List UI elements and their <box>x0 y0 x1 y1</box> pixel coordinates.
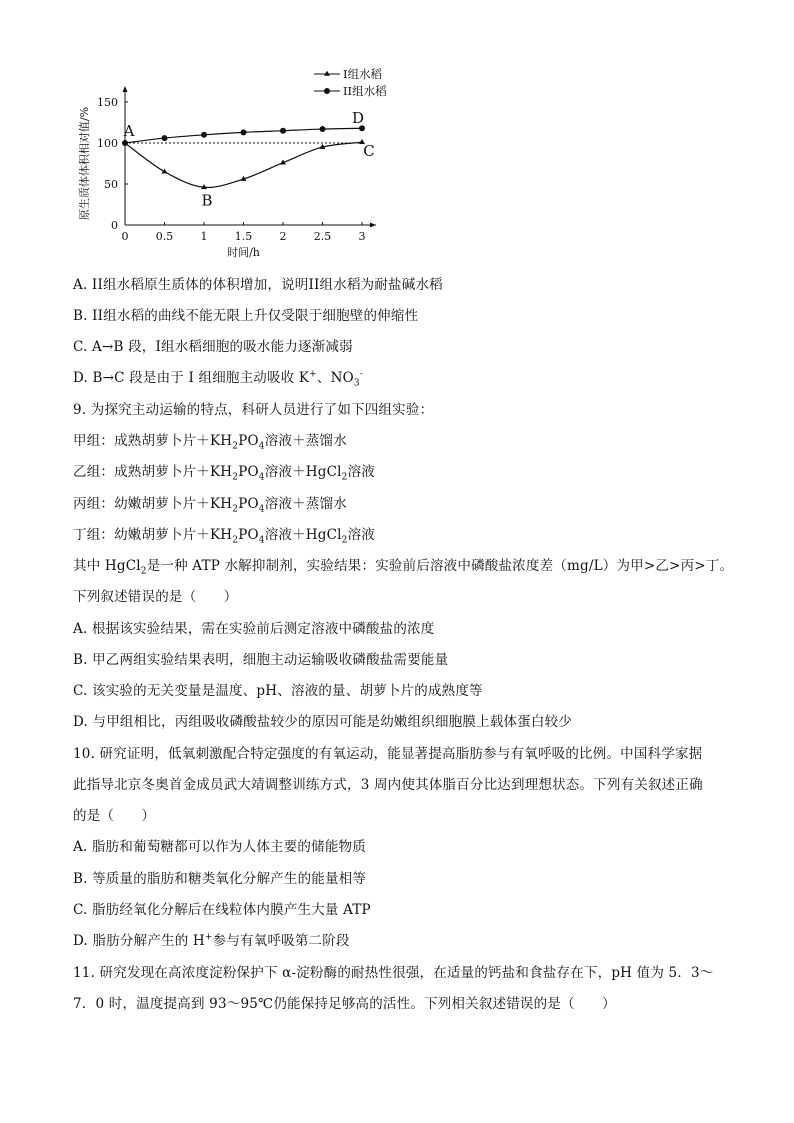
x-tick-label: 2 <box>279 230 287 243</box>
series-group2-point <box>201 132 207 138</box>
y-tick-label: 50 <box>104 178 118 191</box>
annotation-b: B <box>201 191 213 210</box>
x-axis-arrow <box>370 223 376 228</box>
x-tick-label: 2.5 <box>313 230 332 243</box>
q10-stem-line2: 此指导北京冬奥首金成员武大靖调整训练方式，3 周内使其体脂百分比达到理想状态。下列有关叙述正确 <box>73 777 703 793</box>
legend-circle-marker <box>324 88 330 94</box>
q8-option-c: C. A→B 段，I组水稻细胞的吸水能力逐渐减弱 <box>73 339 353 355</box>
q9-group-bing: 丙组：幼嫩胡萝卜片$+KH_2PO_4$溶液＋蒸馏水 <box>73 496 347 515</box>
annotation-c: C <box>363 142 375 161</box>
q8-option-a: A. II组水稻原生质体的体积增加，说明II组水稻为耐盐碱水稻 <box>73 277 443 293</box>
q9-option-c: C. 该实验的无关变量是温度、pH、溶液的量、胡萝卜片的成熟度等 <box>73 683 483 699</box>
q8-option-b: B. II组水稻的曲线不能无限上升仅受限于细胞壁的伸缩性 <box>73 308 419 324</box>
legend-triangle-marker <box>324 71 330 76</box>
y-axis-label: 原生质体体积相对值/% <box>78 106 91 221</box>
q10-option-a: A. 脂肪和葡萄糖都可以作为人体主要的储能物质 <box>73 839 366 855</box>
y-tick-label: 100 <box>97 137 118 150</box>
q9-note: 其中 HgCl$_2$是一种 ATP 水解抑制剂，实验结果：实验前后溶液中磷酸盐浓度差（mg/L）为甲>乙>丙>丁。 <box>73 558 734 577</box>
q9-option-d: D. 与甲组相比，丙组吸收磷酸盐较少的原因可能是幼嫩组织细胞膜上载体蛋白较少 <box>73 714 573 730</box>
x-tick-label: 1.5 <box>234 230 253 243</box>
series-group2-point <box>320 126 326 132</box>
q9-group-jia: 甲组：成熟胡萝卜片$+KH_2PO_4$溶液＋蒸馏水 <box>73 433 347 452</box>
q9-stem: 9. 为探究主动运输的特点，科研人员进行了如下四组实验： <box>73 402 434 418</box>
y-axis-arrow <box>123 86 128 92</box>
q10-stem-line1: 10. 研究证明，低氧刺激配合特定强度的有氧运动，能显著提高脂肪参与有氧呼吸的比例。中国科学家据 <box>73 746 703 762</box>
q9-option-a: A. 根据该实验结果，需在实验前后测定溶液中磷酸盐的浓度 <box>73 621 435 637</box>
x-tick-label: 0.5 <box>155 230 174 243</box>
q8-option-d: D. B→C 段是由于 I 组细胞主动吸收 K+、$NO_3^-$ <box>73 369 364 389</box>
legend-label: I组水稻 <box>343 67 383 81</box>
chart-svg <box>70 60 400 270</box>
annotation-d: D <box>351 109 365 128</box>
q9-ask: 下列叙述错误的是（ ） <box>73 589 238 605</box>
q10-option-d: D. 脂肪分解产生的 H+参与有氧呼吸第二阶段 <box>73 932 350 949</box>
legend-label: II组水稻 <box>343 84 387 98</box>
q11-stem-line2: 7．0 时，温度提高到 93～95℃仍能保持足够高的活性。下列相关叙述错误的是（ ） <box>73 996 616 1012</box>
series-group2-point <box>162 135 168 141</box>
y-tick-label: 0 <box>111 219 118 232</box>
q10-option-c: C. 脂肪经氧化分解后在线粒体内膜产生大量 ATP <box>73 902 371 918</box>
q9-option-b: B. 甲乙两组实验结果表明，细胞主动运输吸收磷酸盐需要能量 <box>73 652 449 668</box>
annotation-a: A <box>123 122 135 140</box>
q11-stem-line1: 11. 研究发现在高浓度淀粉保护下 α-淀粉酶的耐热性很强，在适量的钙盐和食盐存在下，pH 值为 5．3～ <box>73 965 714 981</box>
series-group2-point <box>241 129 247 135</box>
start-point <box>122 140 128 146</box>
q10-stem-line3: 的是（ ） <box>73 808 156 824</box>
x-axis-label: 时间/h <box>227 246 260 259</box>
q9-group-ding: 丁组：幼嫩胡萝卜片$+KH_2PO_4$溶液＋HgCl$_2$溶液 <box>73 527 376 546</box>
q9-group-yi: 乙组：成熟胡萝卜片$+KH_2PO_4$溶液＋HgCl$_2$溶液 <box>73 464 376 483</box>
series-group2-point <box>280 128 286 134</box>
q10-option-b: B. 等质量的脂肪和糖类氧化分解产生的能量相等 <box>73 871 367 887</box>
x-tick-label: 0 <box>121 230 129 243</box>
y-tick-label: 150 <box>97 96 118 109</box>
protoplast-volume-chart <box>70 60 400 270</box>
x-tick-label: 1 <box>200 230 208 243</box>
x-tick-label: 3 <box>358 230 366 243</box>
